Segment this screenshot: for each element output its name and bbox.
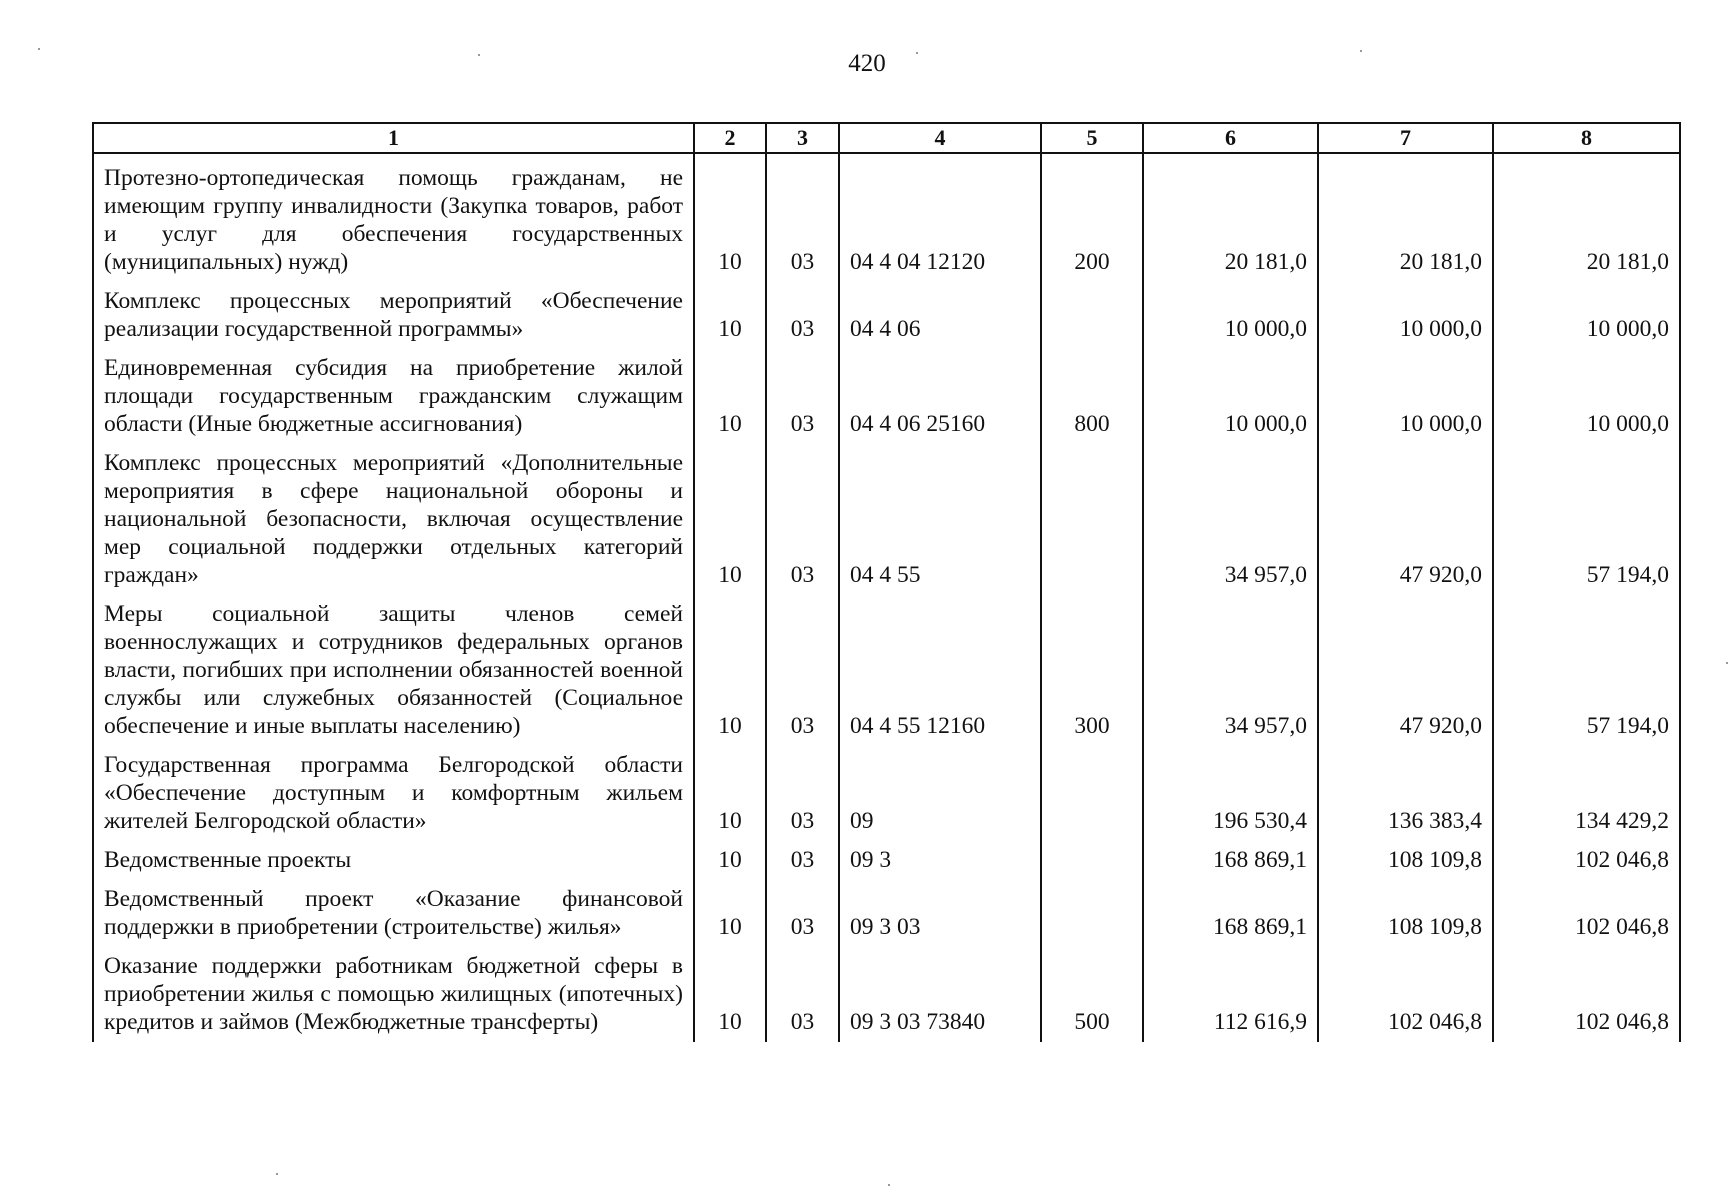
expense-type-cell: 200 (1041, 153, 1143, 282)
table-row (93, 444, 1680, 595)
header-col-7: 7 (1318, 123, 1493, 153)
row-name-cell: Комплекс процессных мероприятий «Дополнительные мероприятия в сфере национальной обороны и национальной безопасности, включая осуществление мер социальной поддержки отдельных категорий граждан» (93, 444, 694, 595)
header-col-1: 1 (93, 123, 694, 153)
scan-speck (478, 54, 480, 56)
row-name-cell: Меры социальной защиты членов семей военнослужащих и сотрудников федеральных органов власти, погибших при исполнении обязанностей военной службы или служебных обязанностей (Социальное обеспечение и иные выплаты населению) (93, 595, 694, 746)
target-article-cell: 09 (839, 746, 1041, 841)
header-col-2: 2 (694, 123, 766, 153)
section-code-cell: 10 (694, 880, 766, 947)
table-row (93, 841, 1680, 880)
amount-col7-cell: 108 109,8 (1318, 880, 1493, 947)
expense-type-cell (1041, 282, 1143, 349)
section-code-cell: 10 (694, 444, 766, 595)
row-name-cell: Оказание поддержки работникам бюджетной сферы в приобретении жилья с помощью жилищных (ипотечных) кредитов и займов (Межбюджетные трансферты) (93, 947, 694, 1042)
scan-speck (1360, 50, 1362, 52)
amount-col6-cell: 20 181,0 (1143, 153, 1318, 282)
subsection-code-cell: 03 (766, 880, 839, 947)
amount-col8-cell: 10 000,0 (1493, 282, 1680, 349)
amount-col8-cell: 57 194,0 (1493, 595, 1680, 746)
amount-col6-cell: 34 957,0 (1143, 444, 1318, 595)
target-article-cell: 09 3 03 73840 (839, 947, 1041, 1042)
row-name-cell: Ведомственный проект «Оказание финансовой поддержки в приобретении (строительстве) жилья» (93, 880, 694, 947)
section-code-cell: 10 (694, 947, 766, 1042)
header-col-4: 4 (839, 123, 1041, 153)
section-code-cell: 10 (694, 282, 766, 349)
row-name-cell: Единовременная субсидия на приобретение жилой площади государственным гражданским служащим области (Иные бюджетные ассигнования) (93, 349, 694, 444)
amount-col6-cell: 168 869,1 (1143, 880, 1318, 947)
amount-col8-cell: 102 046,8 (1493, 841, 1680, 880)
amount-col7-cell: 102 046,8 (1318, 947, 1493, 1042)
header-col-6: 6 (1143, 123, 1318, 153)
target-article-cell: 04 4 55 12160 (839, 595, 1041, 746)
amount-col7-cell: 47 920,0 (1318, 444, 1493, 595)
target-article-cell: 04 4 06 25160 (839, 349, 1041, 444)
amount-col7-cell: 10 000,0 (1318, 349, 1493, 444)
table-row (93, 595, 1680, 746)
subsection-code-cell: 03 (766, 595, 839, 746)
scan-speck (38, 48, 40, 50)
header-col-8: 8 (1493, 123, 1680, 153)
target-article-cell: 09 3 (839, 841, 1041, 880)
subsection-code-cell: 03 (766, 947, 839, 1042)
expense-type-cell (1041, 841, 1143, 880)
table-row (93, 349, 1680, 444)
table-row (93, 282, 1680, 349)
scan-speck (888, 1184, 890, 1186)
expense-type-cell: 500 (1041, 947, 1143, 1042)
amount-col7-cell: 136 383,4 (1318, 746, 1493, 841)
header-row (93, 123, 1680, 153)
subsection-code-cell: 03 (766, 282, 839, 349)
table-row (93, 947, 1680, 1042)
section-code-cell: 10 (694, 746, 766, 841)
section-code-cell: 10 (694, 349, 766, 444)
amount-col8-cell: 102 046,8 (1493, 880, 1680, 947)
target-article-cell: 04 4 55 (839, 444, 1041, 595)
expense-type-cell: 800 (1041, 349, 1143, 444)
scan-speck (1726, 662, 1728, 664)
row-name-cell: Ведомственные проекты (93, 841, 694, 880)
scan-speck (916, 52, 918, 54)
amount-col7-cell: 20 181,0 (1318, 153, 1493, 282)
amount-col7-cell: 47 920,0 (1318, 595, 1493, 746)
expense-type-cell (1041, 444, 1143, 595)
amount-col8-cell: 20 181,0 (1493, 153, 1680, 282)
header-col-3: 3 (766, 123, 839, 153)
amount-col6-cell: 196 530,4 (1143, 746, 1318, 841)
amount-col7-cell: 108 109,8 (1318, 841, 1493, 880)
amount-col8-cell: 57 194,0 (1493, 444, 1680, 595)
page-number: 420 (848, 50, 886, 77)
expense-type-cell (1041, 880, 1143, 947)
amount-col6-cell: 168 869,1 (1143, 841, 1318, 880)
amount-col8-cell: 134 429,2 (1493, 746, 1680, 841)
amount-col7-cell: 10 000,0 (1318, 282, 1493, 349)
target-article-cell: 04 4 06 (839, 282, 1041, 349)
amount-col8-cell: 10 000,0 (1493, 349, 1680, 444)
table-body (93, 153, 1680, 1042)
table-header (93, 123, 1680, 153)
subsection-code-cell: 03 (766, 841, 839, 880)
expense-type-cell (1041, 746, 1143, 841)
target-article-cell: 04 4 04 12120 (839, 153, 1041, 282)
section-code-cell: 10 (694, 153, 766, 282)
scan-speck (276, 1173, 278, 1175)
subsection-code-cell: 03 (766, 153, 839, 282)
row-name-cell: Государственная программа Белгородской области «Обеспечение доступным и комфортным жильем жителей Белгородской области» (93, 746, 694, 841)
amount-col6-cell: 34 957,0 (1143, 595, 1318, 746)
row-name-cell: Протезно-ортопедическая помощь гражданам, не имеющим группу инвалидности (Закупка товаров, работ и услуг для обеспечения государственных (муниципальных) нужд) (93, 153, 694, 282)
section-code-cell: 10 (694, 841, 766, 880)
header-col-5: 5 (1041, 123, 1143, 153)
expense-type-cell: 300 (1041, 595, 1143, 746)
table-row (93, 880, 1680, 947)
amount-col6-cell: 10 000,0 (1143, 349, 1318, 444)
table-row (93, 153, 1680, 282)
amount-col8-cell: 102 046,8 (1493, 947, 1680, 1042)
subsection-code-cell: 03 (766, 444, 839, 595)
table-row (93, 746, 1680, 841)
subsection-code-cell: 03 (766, 349, 839, 444)
row-name-cell: Комплекс процессных мероприятий «Обеспечение реализации государственной программы» (93, 282, 694, 349)
target-article-cell: 09 3 03 (839, 880, 1041, 947)
budget-table (92, 122, 1681, 1042)
amount-col6-cell: 10 000,0 (1143, 282, 1318, 349)
section-code-cell: 10 (694, 595, 766, 746)
amount-col6-cell: 112 616,9 (1143, 947, 1318, 1042)
subsection-code-cell: 03 (766, 746, 839, 841)
